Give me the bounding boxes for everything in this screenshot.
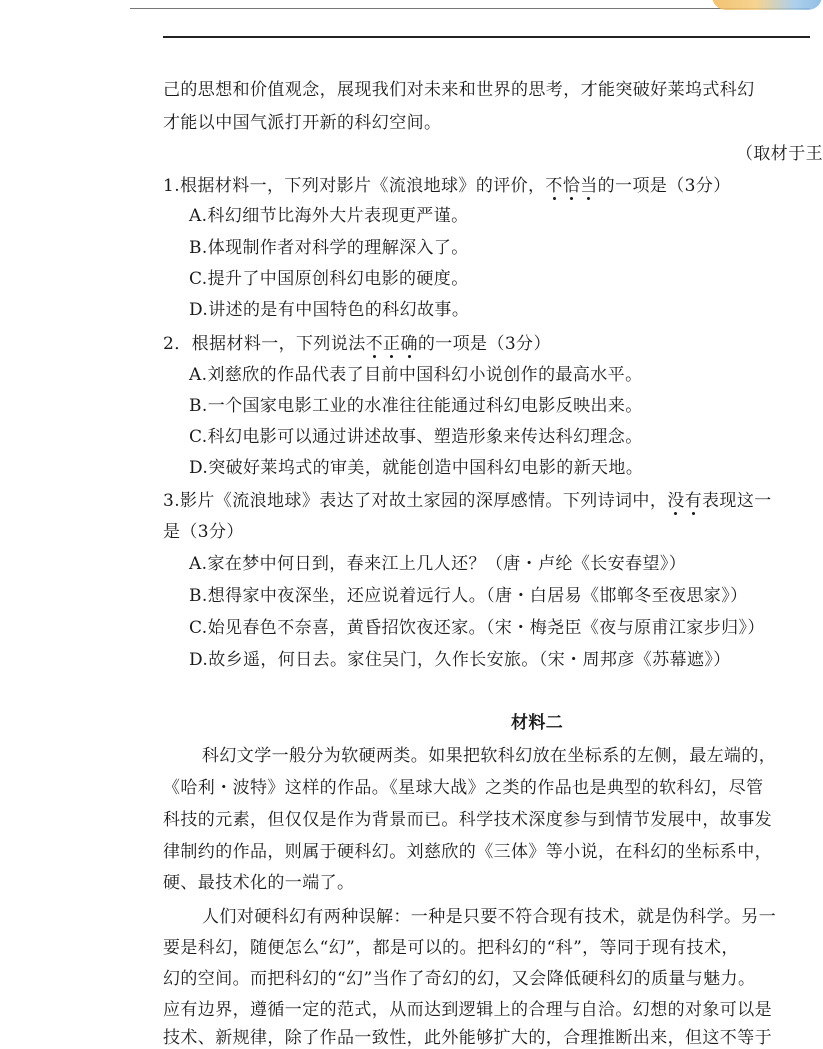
paragraph-line: 硬、最技术化的一端了。 — [163, 873, 355, 893]
corner-logo-icon — [712, 0, 822, 10]
paragraph-line: 幻的空间。而把科幻的“幻”当作了奇幻的幻，又会降低硬科幻的质量与魅力。 — [163, 969, 756, 989]
text-line: 才能以中国气派打开新的科幻空间。 — [163, 113, 442, 133]
paragraph-line: 应有边界，遵循一定的范式，从而达到逻辑上的合理与自洽。幻想的对象可以是 — [163, 1000, 772, 1020]
paragraph-line: 技术、新规律，除了作品一致性，此外能够扩大的，合理推断出来，但这不等于 — [163, 1028, 772, 1048]
question-2-option-d: D.突破好莱坞式的审美，就能创造中国科幻电影的新天地。 — [189, 458, 644, 478]
paragraph-line: 律制约的作品，则属于硬科幻。刘慈欣的《三体》等小说，在科幻的坐标系中， — [163, 842, 772, 862]
emphasis-dot: 恰 — [562, 176, 581, 196]
question-3-option-d: D.故乡遥，何日去。家住吴门，久作长安旅。（宋・周邦彦《苏幕遮》） — [189, 650, 731, 670]
emphasis-dot: 正 — [383, 334, 401, 354]
question-3-option-c: C.始见春色不奈喜，黄昏招饮夜还家。（宋・梅尧臣《夜与原甫江家步归》） — [189, 618, 765, 638]
question-3-option-a: A.家在梦中何日到，春来江上几人还？（唐・卢纶《长安春望》） — [189, 554, 687, 574]
source-citation: （取材于王 — [736, 144, 823, 164]
question-1-stem: 1.根据材料一，下列对影片《流浪地球》的评价，不恰当的一项是（3分） — [163, 176, 731, 196]
section-title: 材料二 — [511, 713, 564, 733]
emphasis-dot: 有 — [684, 491, 703, 511]
paragraph-line: 科技的元素，但仅仅是作为背景而已。科学技术深度参与到情节发展中，故事发 — [163, 810, 772, 830]
question-3-stem-cont: 是（3分） — [163, 522, 244, 542]
paragraph-line: 《哈利・波特》这样的作品。《星球大战》之类的作品也是典型的软科幻，尽管 — [163, 778, 764, 798]
page-top-border — [130, 8, 810, 9]
emphasis-dot: 不 — [365, 334, 384, 354]
paragraph-line: 要是科幻，随便怎么“幻”，都是可以的。把科幻的“科”，等同于现有技术， — [163, 938, 739, 958]
question-2-stem: 2．根据材料一，下列说法不正确的一项是（3分） — [163, 334, 551, 354]
emphasis-dot: 不 — [545, 176, 563, 196]
text-line: 己的思想和价值观念，展现我们对未来和世界的思考，才能突破好莱坞式科幻 — [163, 80, 755, 100]
paragraph-line: 科幻文学一般分为软硬两类。如果把软科幻放在坐标系的左侧，最左端的， — [202, 746, 777, 766]
question-1-option-a: A.科幻细节比海外大片表现更严谨。 — [189, 206, 469, 226]
question-2-option-a: A.刘慈欣的作品代表了目前中国科幻小说创作的最高水平。 — [189, 365, 643, 385]
question-1-option-d: D.讲述的是有中国特色的科幻故事。 — [189, 300, 470, 320]
question-1-option-b: B.体现制作者对科学的理解深入了。 — [189, 238, 469, 258]
emphasis-dot: 没 — [667, 491, 685, 511]
header-rule — [163, 36, 810, 38]
question-3-option-b: B.想得家中夜深坐，还应说着远行人。（唐・白居易《邯郸冬至夜思家》） — [189, 586, 748, 606]
emphasis-dot: 确 — [400, 334, 418, 354]
question-2-option-c: C.科幻电影可以通过讲述故事、塑造形象来传达科幻理念。 — [189, 427, 643, 447]
paragraph-line: 人们对硬科幻有两种误解：一种是只要不符合现有技术，就是伪科学。另一 — [202, 907, 777, 927]
emphasis-dot: 当 — [580, 176, 598, 196]
question-3-stem: 3.影片《流浪地球》表达了对故土家园的深厚感情。下列诗词中，没有表现这一 — [163, 491, 772, 511]
question-1-option-c: C.提升了中国原创科幻电影的硬度。 — [189, 269, 469, 289]
question-2-option-b: B.一个国家电影工业的水准往往能通过科幻电影反映出来。 — [189, 396, 643, 416]
